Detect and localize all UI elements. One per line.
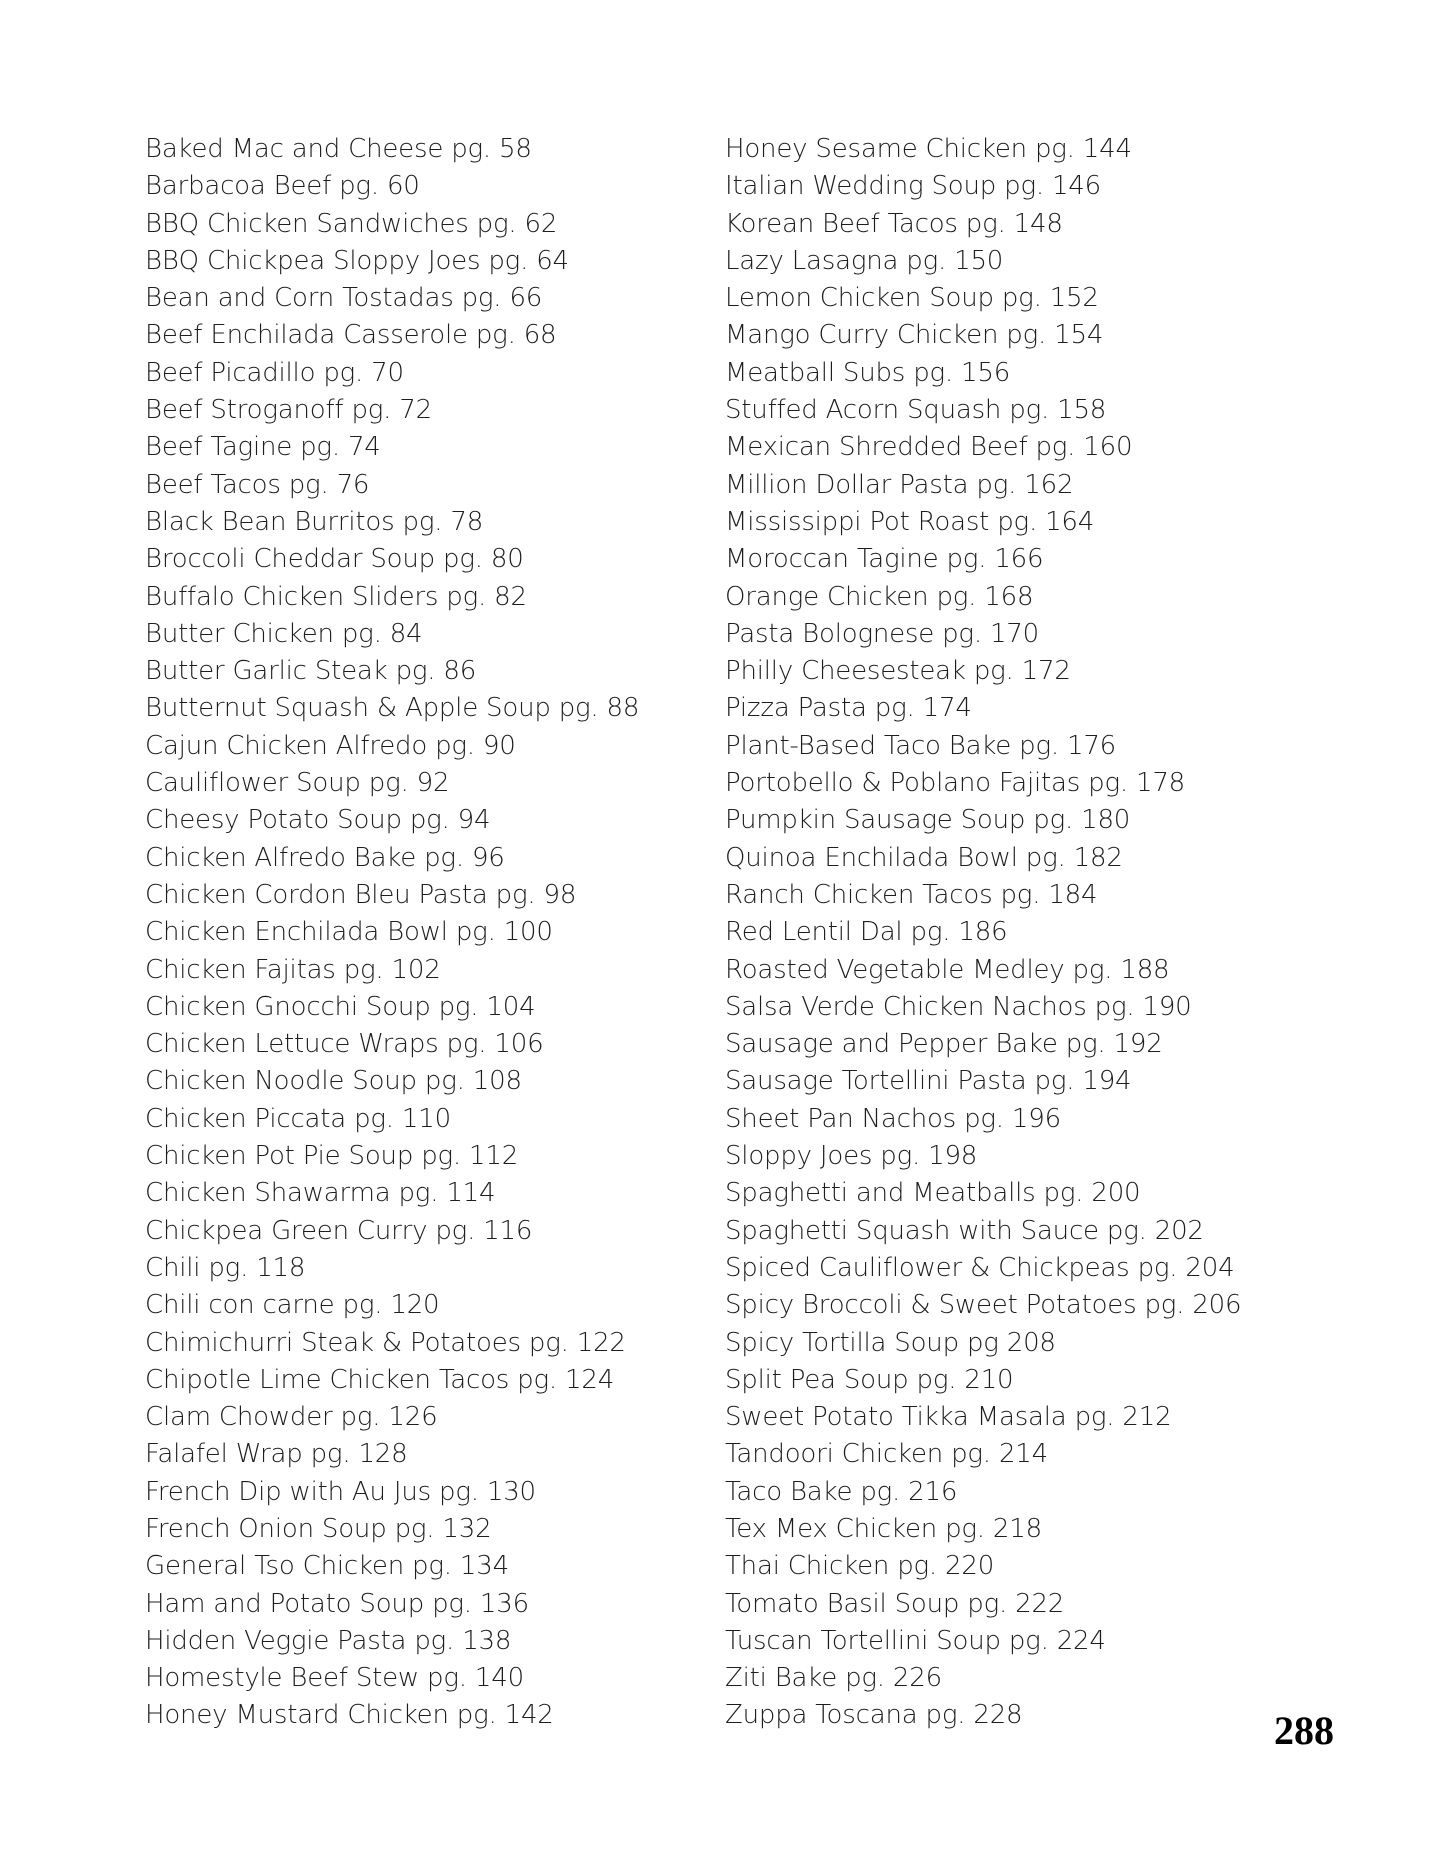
index-entry: Sloppy Joes pg. 198: [725, 1141, 978, 1172]
index-entry: Beef Stroganoff pg. 72: [145, 395, 432, 426]
index-entry: Spaghetti Squash with Sauce pg. 202: [725, 1215, 1204, 1246]
index-entry: Quinoa Enchilada Bowl pg. 182: [725, 842, 1123, 873]
index-entry: Spicy Broccoli & Sweet Potatoes pg. 206: [725, 1290, 1242, 1321]
index-entry: Homestyle Beef Stew pg. 140: [145, 1663, 524, 1694]
index-entry: Sausage and Pepper Bake pg. 192: [725, 1029, 1163, 1060]
index-entry: Beef Enchilada Casserole pg. 68: [145, 320, 557, 351]
index-entry: Broccoli Cheddar Soup pg. 80: [145, 544, 524, 575]
index-entry: Chili pg. 118: [145, 1252, 306, 1283]
index-entry: Chicken Noodle Soup pg. 108: [145, 1066, 522, 1097]
index-entry: Chickpea Green Curry pg. 116: [145, 1215, 533, 1246]
index-entry: Butter Garlic Steak pg. 86: [145, 656, 477, 687]
index-entry: BBQ Chicken Sandwiches pg. 62: [145, 208, 558, 239]
index-entry: Baked Mac and Cheese pg. 58: [145, 134, 532, 164]
index-entry: Lazy Lasagna pg. 150: [725, 245, 1004, 276]
index-entry: Chicken Piccata pg. 110: [145, 1103, 451, 1134]
index-entry: Clam Chowder pg. 126: [145, 1402, 438, 1433]
index-entry: Mississippi Pot Roast pg. 164: [725, 506, 1095, 537]
index-entry: Pizza Pasta pg. 174: [725, 693, 972, 724]
index-entry: Pumpkin Sausage Soup pg. 180: [725, 805, 1131, 836]
index-entry: Ranch Chicken Tacos pg. 184: [725, 879, 1098, 910]
index-entry: Chicken Gnocchi Soup pg. 104: [145, 991, 536, 1022]
index-entry: Stuffed Acorn Squash pg. 158: [725, 395, 1107, 426]
index-entry: Korean Beef Tacos pg. 148: [725, 208, 1063, 239]
index-entry: Butter Chicken pg. 84: [145, 618, 423, 649]
index-entry: Barbacoa Beef pg. 60: [145, 171, 420, 202]
index-column-right: [725, 131, 1241, 1735]
index-entry: Beef Tacos pg. 76: [145, 469, 370, 500]
index-column-left: [145, 131, 639, 1735]
index-entry: Orange Chicken pg. 168: [725, 581, 1034, 612]
index-entry: Bean and Corn Tostadas pg. 66: [145, 283, 543, 314]
index-entry: Tandoori Chicken pg. 214: [725, 1439, 1048, 1470]
index-entry: Chicken Cordon Bleu Pasta pg. 98: [145, 879, 577, 910]
index-entry: Zuppa Toscana pg. 228: [725, 1700, 1023, 1731]
index-entry: Sausage Tortellini Pasta pg. 194: [725, 1066, 1132, 1097]
index-entry: Buffalo Chicken Sliders pg. 82: [145, 581, 527, 612]
index-entry: Spaghetti and Meatballs pg. 200: [725, 1178, 1141, 1209]
index-entry: Spicy Tortilla Soup pg 208: [725, 1327, 1056, 1358]
index-entry: Chili con carne pg. 120: [145, 1290, 440, 1321]
index-entry: BBQ Chickpea Sloppy Joes pg. 64: [145, 245, 569, 276]
index-entry: Chicken Shawarma pg. 114: [145, 1178, 496, 1209]
index-entry: Beef Tagine pg. 74: [145, 432, 381, 463]
index-entry: Cajun Chicken Alfredo pg. 90: [145, 730, 516, 761]
index-entry: Tomato Basil Soup pg. 222: [725, 1588, 1065, 1619]
index-entry: Tex Mex Chicken pg. 218: [725, 1513, 1042, 1544]
index-entry: Tuscan Tortellini Soup pg. 224: [725, 1625, 1106, 1656]
index-entry: Moroccan Tagine pg. 166: [725, 544, 1044, 575]
index-entry: Chicken Lettuce Wraps pg. 106: [145, 1029, 544, 1060]
index-entry: Meatball Subs pg. 156: [725, 357, 1011, 388]
index-entry: Sweet Potato Tikka Masala pg. 212: [725, 1402, 1172, 1433]
index-entry: Sheet Pan Nachos pg. 196: [725, 1103, 1061, 1134]
index-entry: Ziti Bake pg. 226: [725, 1663, 942, 1694]
index-entry: Roasted Vegetable Medley pg. 188: [725, 954, 1170, 985]
index-entry: Thai Chicken pg. 220: [725, 1551, 995, 1582]
index-entry: Million Dollar Pasta pg. 162: [725, 469, 1074, 500]
page-number: 288: [1274, 1708, 1334, 1753]
index-entry: Hidden Veggie Pasta pg. 138: [145, 1625, 512, 1656]
index-entry: Butternut Squash & Apple Soup pg. 88: [145, 693, 640, 724]
index-entry: General Tso Chicken pg. 134: [145, 1551, 509, 1582]
index-entry: French Onion Soup pg. 132: [145, 1513, 492, 1544]
index-entry: Split Pea Soup pg. 210: [725, 1364, 1014, 1395]
index-entry: Black Bean Burritos pg. 78: [145, 506, 484, 537]
index-entry: Philly Cheesesteak pg. 172: [725, 656, 1071, 687]
index-entry: Lemon Chicken Soup pg. 152: [725, 283, 1099, 314]
index-entry: Honey Sesame Chicken pg. 144: [725, 134, 1132, 164]
index-entry: Beef Picadillo pg. 70: [145, 357, 404, 388]
index-entry: Spiced Cauliflower & Chickpeas pg. 204: [725, 1252, 1235, 1283]
index-entry: Chimichurri Steak & Potatoes pg. 122: [145, 1327, 626, 1358]
index-entry: Cheesy Potato Soup pg. 94: [145, 805, 491, 836]
index-entry: Mango Curry Chicken pg. 154: [725, 320, 1104, 351]
index-entry: Chicken Fajitas pg. 102: [145, 954, 441, 985]
index-entry: Chicken Enchilada Bowl pg. 100: [145, 917, 553, 948]
index-entry: Taco Bake pg. 216: [725, 1476, 958, 1507]
index-entry: Cauliflower Soup pg. 92: [145, 768, 450, 799]
index-entry: Chicken Pot Pie Soup pg. 112: [145, 1141, 519, 1172]
index-entry: Salsa Verde Chicken Nachos pg. 190: [725, 991, 1192, 1022]
index-entry: Mexican Shredded Beef pg. 160: [725, 432, 1133, 463]
index-entry: Pasta Bolognese pg. 170: [725, 618, 1039, 649]
index-entry: French Dip with Au Jus pg. 130: [145, 1476, 536, 1507]
index-entry: Red Lentil Dal pg. 186: [725, 917, 1008, 948]
index-entry: Chicken Alfredo Bake pg. 96: [145, 842, 505, 873]
index-entry: Honey Mustard Chicken pg. 142: [145, 1700, 554, 1731]
index-entry: Portobello & Poblano Fajitas pg. 178: [725, 768, 1186, 799]
index-entry: Plant-Based Taco Bake pg. 176: [725, 730, 1117, 761]
index-entry: Italian Wedding Soup pg. 146: [725, 171, 1101, 202]
index-entry: Ham and Potato Soup pg. 136: [145, 1588, 529, 1619]
index-entry: Falafel Wrap pg. 128: [145, 1439, 408, 1470]
index-entry: Chipotle Lime Chicken Tacos pg. 124: [145, 1364, 615, 1395]
